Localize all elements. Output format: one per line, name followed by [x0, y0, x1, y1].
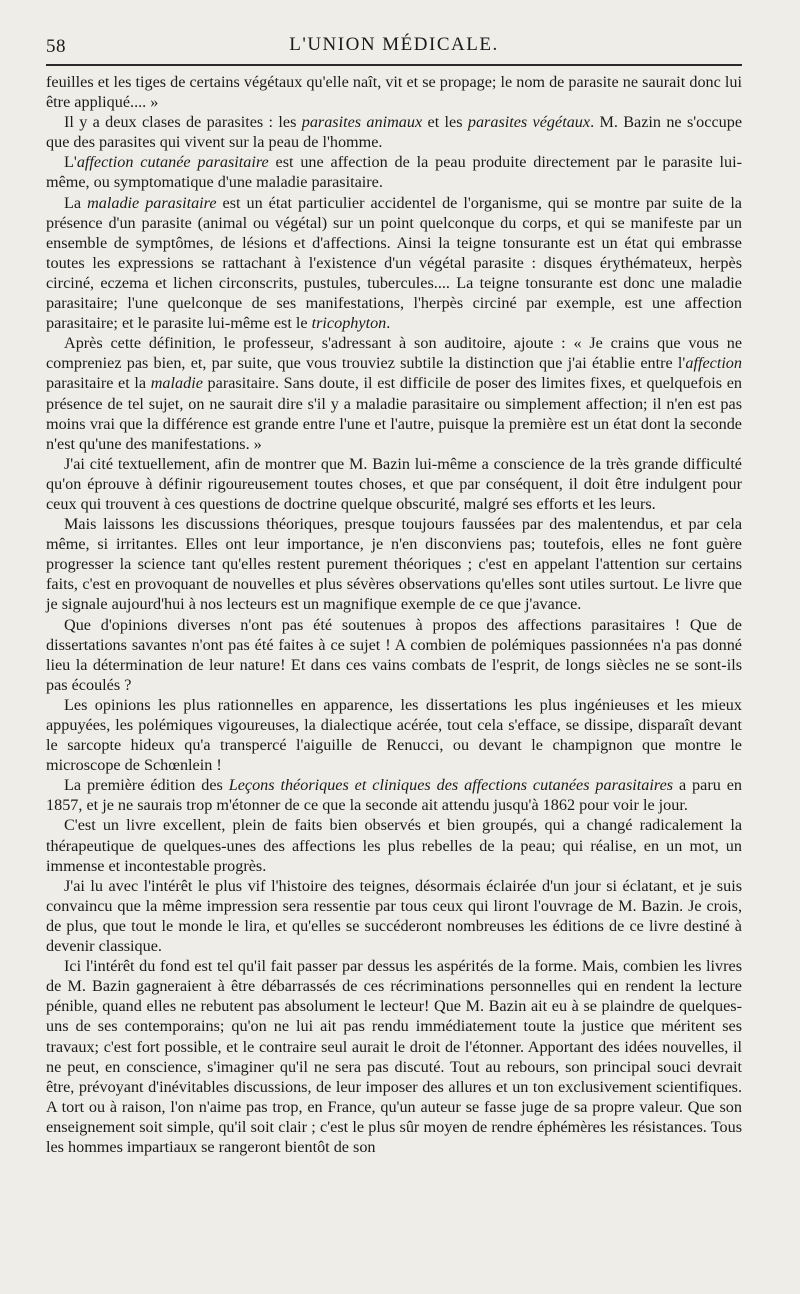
paragraph-text: Que d'opinions diverses n'ont pas été soutenues à propos des affections parasitaires ! Que de dissertations savantes n'ont pas été faites à ce sujet ! A combien de polémiques passionnées n'a pas donné lieu la détermination de leur nature! Et dans ces vains combats de l'esprit, de longs siècles ne se sont-ils pas écoulés ?: [46, 615, 742, 694]
paragraph: [46, 695, 742, 775]
paragraph: [46, 956, 742, 1157]
paragraph-text: Il y a deux clases de parasites : les: [64, 113, 302, 132]
paragraph-text: .: [386, 314, 391, 333]
paragraph: [46, 876, 742, 956]
italic-term: tricophyton: [311, 314, 387, 333]
paragraph: [46, 152, 742, 192]
italic-term: affection: [685, 354, 742, 373]
paragraph-text: . M. Bazin ne s'occupe que des parasites qui vivent sur la peau de l'homme.: [46, 113, 743, 152]
paragraph-text: J'ai lu avec l'intérêt le plus vif l'histoire des teignes, désormais éclairée d'un jour si éclatant, et je suis convaincu que la même impression sera ressentie par tous ceux qui liront l'ouvrage de M. Bazin. Je crois, de plus, que tout le monde le lira, et qu'elles se succéderont nombreuses les éditions de ce livre destiné à devenir classique.: [46, 876, 742, 956]
paragraph-text: a paru en 1857, et je ne saurais trop m'étonner de ce que la seconde ait attendu jusqu'à 1862 pour voir le jour.: [46, 776, 742, 815]
paragraph: [46, 72, 742, 112]
paragraph-text: Mais laissons les discussions théoriques, presque toujours faussées par des malentendus, et par cela même, si irritantes. Elles ont leur importance, je n'en disconviens pas; toutefois, elles ne font guère progresser la science tant qu'elles restent purement théoriques ; c'est en appelant l'attention sur certains faits, c'est en provoquant de nouvelles et plus sévères observations qu'elles sont utiles surtout. Le livre que je signale aujourd'hui à nos lecteurs est un magnifique exemple de ce que j'avance.: [46, 515, 742, 614]
paragraph-text: L': [64, 153, 77, 172]
paragraph-text: La première édition des: [64, 776, 229, 795]
paragraph-text: feuilles et les tiges de certains végétaux qu'elle naît, vit et se propage; le nom de parasite ne saurait donc lui être appliqué.... »: [46, 73, 742, 112]
paragraph: [46, 775, 742, 815]
paragraph-text: est une affection de la peau produite directement par le parasite lui-même, ou symptomatique d'une maladie parasitaire.: [46, 153, 742, 192]
paragraph: [46, 815, 742, 875]
paragraph-text: parasitaire et la: [46, 374, 151, 393]
header-rule: [46, 64, 742, 66]
journal-title: L'UNION MÉDICALE.: [289, 34, 499, 55]
paragraph-text: Après cette définition, le professeur, s'adressant à son auditoire, ajoute : « Je crains que vous ne compreniez pas bien, et, par suite, que vous trouviez subtile la distinction que j'ai établie entre l': [46, 334, 742, 373]
paragraph-text: Ici l'intérêt du fond est tel qu'il fait passer par dessus les aspérités de la forme. Mais, combien les livres de M. Bazin gagneraient à être débarrassés de ces récriminations personnelles qui en rendent la lecture pénible, quand elles ne rebutent pas absolument le lecteur! Que M. Bazin ait eu à se plaindre de quelques-uns de ses contemporains; qu'on ne lui ait pas rendu immédiatement toute la justice que méritent ses travaux; c'est fort possible, et le contraire seul aurait le droit de l'étonner. Apportant des idées nouvelles, il ne peut, en conscience, s'imaginer qu'il ne sera pas discuté. Tout au rebours, son principal souci devrait être, prévoyant d'inévitables discussions, de leur imposer des allures et un ton exclusivement scientifiques. A tort ou à raison, l'on n'aime pas trop, en France, qu'un auteur se fasse juge de sa propre valeur. Que son enseignement soit simple, qu'il soit clair ; c'est le plus sûr moyen de rendre éphémères les résistances. Tous les hommes impartiaux se rangeront bientôt de son: [46, 957, 742, 1156]
paragraph-text: parasitaire. Sans doute, il est difficile de poser des limites fixes, et quelquefois en présence de tel sujet, on ne saurait dire s'il y a maladie parasitaire ou simplement affection; il n'en est pas moins vrai que la différence est grande entre l'une et l'autre, puisque la première est un état dont la seconde n'est qu'une des manifestations. »: [46, 374, 742, 453]
paragraph-text: C'est un livre excellent, plein de faits bien observés et bien groupés, qui a changé radicalement la thérapeutique de quelques-unes des affections les plus rebelles de la peau; qui réalise, en un mot, un immense et incontestable progrès.: [46, 816, 742, 875]
paragraph-text: est un état particulier accidentel de l'organisme, qui se montre par suite de la présence d'un parasite (animal ou végétal) sur un point quelconque du corps, et qui se manifeste par un ensemble de symptômes, de lésions et d'affections. Ainsi la teigne tonsurante est un état qui embrasse toutes les expressions se rattachant à l'existence d'un végétal parasite : disques érythémateux, herpès circiné, eczema et lichen circonscrits, pustules, tubercules.... La teigne tonsurante est donc une maladie parasitaire; l'une quelconque de ses manifestations, l'herpès circiné par exemple, est une affection parasitaire; et le parasite lui-même est le: [46, 193, 742, 333]
page-number: 58: [46, 36, 66, 57]
paragraph-text: et les: [422, 113, 468, 132]
italic-term: maladie parasitaire: [87, 193, 217, 212]
running-head: [46, 30, 742, 56]
paragraph: [46, 112, 742, 152]
italic-term: affection cutanée parasitaire: [76, 153, 269, 172]
paragraph-text: J'ai cité textuellement, afin de montrer que M. Bazin lui-même a conscience de la très grande difficulté qu'on éprouve à définir rigoureusement toutes choses, et que par conséquent, il doit être indulgent pour ceux qui trouvent à ces questions de doctrine quelque obscurité, malgré ses efforts et les leurs.: [46, 454, 742, 513]
article-body: [46, 72, 742, 1157]
italic-term: maladie: [150, 374, 203, 393]
italic-term: parasites animaux: [301, 113, 423, 132]
paragraph: [46, 193, 742, 334]
italic-term: parasites végétaux: [467, 113, 591, 132]
paragraph-text: Les opinions les plus rationnelles en apparence, les dissertations les plus ingénieuses et les mieux appuyées, les polémiques vigoureuses, la dialectique acérée, tout cela s'efface, se dissipe, disparaît devant le sarcopte hideux qu'a transpercé l'aiguille de Renucci, ou devant le champignon que montre le microscope de Schœnlein !: [46, 695, 742, 775]
paragraph: [46, 615, 742, 695]
paragraph: [46, 454, 742, 514]
paragraph: [46, 514, 742, 614]
paragraph-text: La: [64, 193, 88, 212]
paragraph: [46, 333, 742, 454]
book-title: Leçons théoriques et cliniques des affections cutanées parasitaires: [228, 776, 674, 795]
